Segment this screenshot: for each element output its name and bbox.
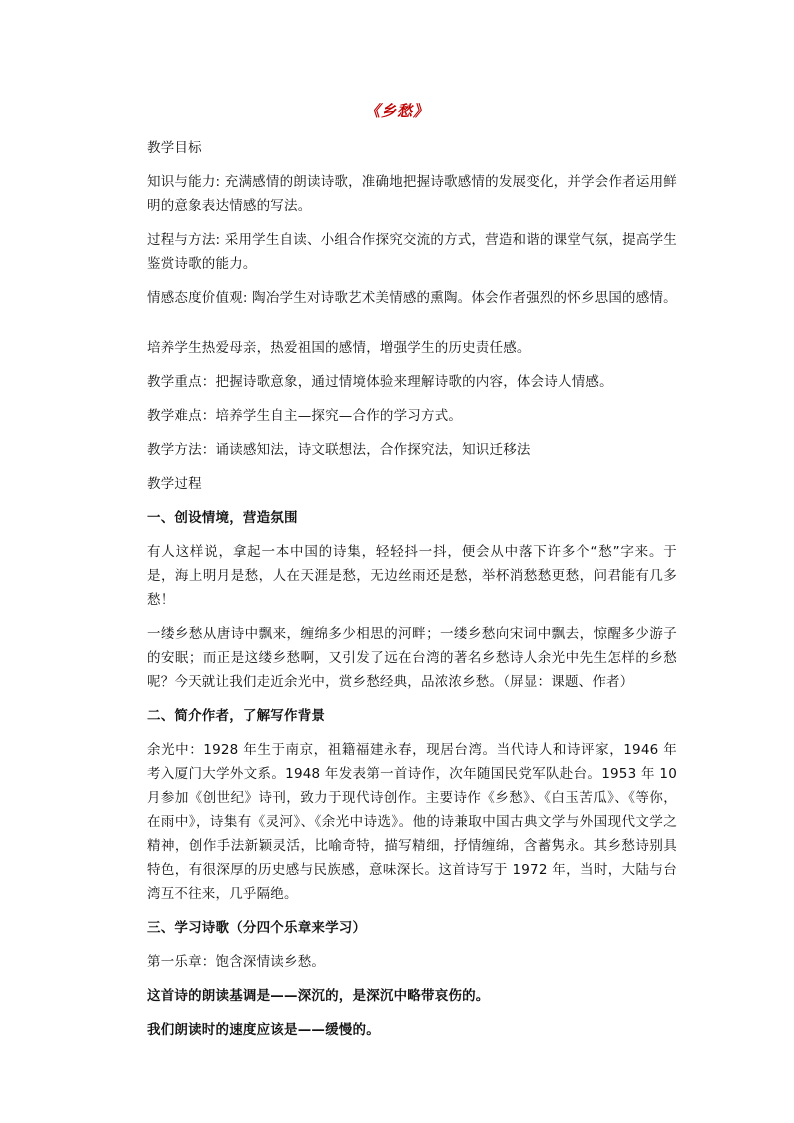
section-heading-3: 三、学习诗歌（分四个乐章来学习）: [147, 920, 367, 936]
paragraph-process-method: 过程与方法: 采用学生自读、小组合作探究交流的方式，营造和谐的课堂气氛，提高学生鉴赏诗歌的能力。: [147, 232, 677, 272]
paragraph-key-points: 教学重点：把握诗歌意象，通过情境体验来理解诗歌的内容，体会诗人情感。: [147, 374, 613, 390]
paragraph-movement-1: 第一乐章：饱含深情读乡愁。: [147, 954, 326, 970]
section-heading-process: 教学过程: [147, 476, 202, 492]
section-heading-1: 一、创设情境，营造氛围: [147, 510, 298, 526]
paragraph-reading-tone: 这首诗的朗读基调是——深沉的，是深沉中略带哀伤的。: [147, 988, 490, 1004]
document-body: [147, 136, 677, 1052]
paragraph-knowledge-ability: 知识与能力: 充满感情的朗读诗歌，准确地把握诗歌感情的发展变化，并学会作者运用鲜明的意象表达情感的写法。: [147, 174, 677, 214]
paragraph-intro-2: 一缕乡愁从唐诗中飘来，缠绵多少相思的河畔；一缕乡愁向宋词中飘去，惊醒多少游子的安眠；而正是这缕乡愁啊，又引发了远在台湾的著名乡愁诗人余光中先生怎样的乡愁呢？今天就让我们走近余光中，赏乡愁经典，品浓浓乡愁。（屏显：课题、作者）: [147, 626, 677, 690]
document-title: 《乡愁》: [364, 102, 429, 120]
paragraph-emotion-values: 情感态度价值观: 陶冶学生对诗歌艺术美情感的熏陶。体会作者强烈的怀乡思国的感情。: [147, 290, 677, 306]
paragraph-author-bio: 余光中：1928 年生于南京，祖籍福建永春，现居台湾。当代诗人和诗评家，1946 年考入厦门大学外文系。1948 年发表第一首诗作，次年随国民党军队赴台。1953 年 10 月参加《创世纪》诗刊，致力于现代诗创作。主要诗作《乡愁》、《白玉苦瓜》、《等你，在雨中》，诗集有《灵河》、《余光中诗选》。他的诗兼取中国古典文学与外国现代文学之精神，创作手法新颖灵活，比喻奇特，描写精细，抒情缠绵，含蓄隽永。其乡愁诗别具特色，有很深厚的历史感与民族感，意味深长。这首诗写于 1972 年，当时，大陆与台湾互不往来，几乎隔绝。: [147, 742, 677, 902]
paragraph-methods: 教学方法：诵读感知法，诗文联想法，合作探究法，知识迁移法: [147, 442, 531, 458]
paragraph-reading-speed: 我们朗读时的速度应该是——缓慢的。: [147, 1022, 380, 1038]
section-heading-2: 二、简介作者，了解写作背景: [147, 708, 326, 724]
paragraph-difficulties: 教学难点：培养学生自主—探究—合作的学习方式。: [147, 408, 463, 424]
paragraph-intro-1: 有人这样说，拿起一本中国的诗集，轻轻抖一抖，便会从中落下许多个“愁”字来。于是，海上明月是愁，人在天涯是愁，无边丝雨还是愁，举杯消愁愁更愁，问君能有几多愁！: [147, 544, 677, 608]
section-heading-objectives: 教学目标: [147, 140, 202, 156]
paragraph-patriotism: 培养学生热爱母亲，热爱祖国的感情，增强学生的历史责任感。: [147, 340, 531, 356]
